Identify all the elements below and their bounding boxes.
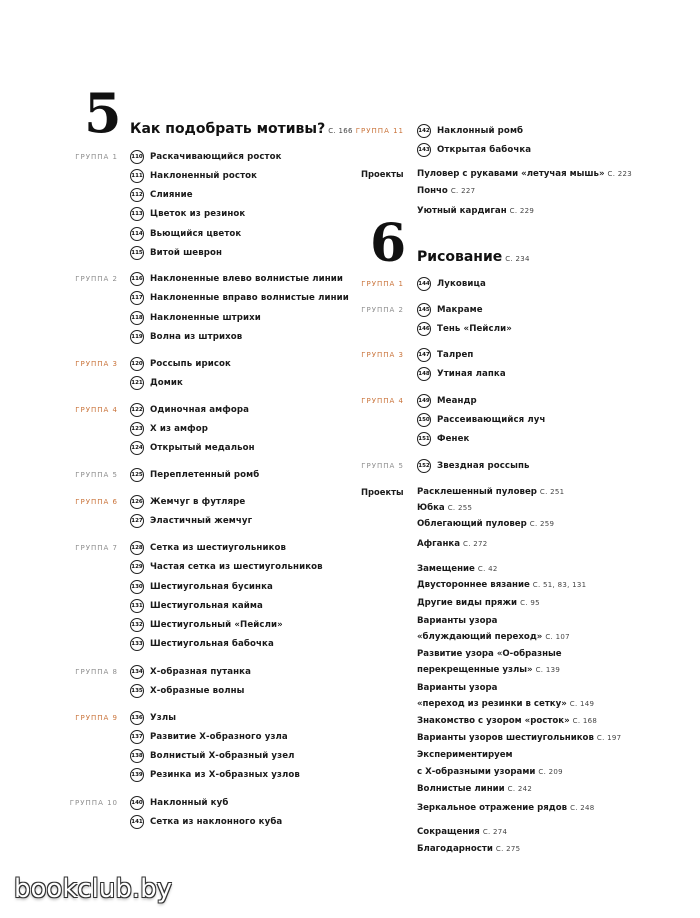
pattern-number: 147 — [417, 348, 431, 362]
appendix-entry — [417, 827, 507, 837]
list-item — [417, 302, 483, 318]
pattern-name: Наклоненный росток — [150, 171, 258, 181]
appendix-text: Варианты узора — [417, 683, 498, 693]
group-label: ГРУППА 7 — [75, 544, 118, 552]
list-item — [130, 814, 282, 830]
appendix-page: С. 209 — [538, 768, 563, 776]
pattern-number: 120 — [130, 357, 144, 371]
pattern-number: 126 — [130, 495, 144, 509]
pattern-number: 150 — [417, 413, 431, 427]
pattern-name: Макраме — [437, 305, 483, 315]
appendix-text: Знакомство с узором «росток» — [417, 716, 570, 726]
project-entry — [417, 487, 564, 497]
list-item — [417, 393, 477, 409]
group-label: ГРУППА 3 — [361, 351, 404, 359]
appendix-page: С. 274 — [482, 828, 508, 836]
appendix-entry — [417, 632, 570, 642]
project-page: С. 255 — [447, 504, 473, 512]
watermark-logo: bookclub.by — [14, 874, 173, 904]
pattern-number: 139 — [130, 768, 144, 782]
chapter-6-title-text: Рисование — [417, 249, 503, 265]
appendix-text: Варианты узоров шестиугольников — [417, 733, 594, 743]
list-item — [130, 683, 245, 699]
pattern-number: 123 — [130, 422, 144, 436]
list-item — [130, 559, 323, 575]
project-entry — [417, 186, 475, 196]
pattern-number: 112 — [130, 188, 144, 202]
appendix-page: С. 275 — [495, 845, 521, 853]
chapter-6-number: 6 — [370, 213, 407, 274]
appendix-text: Двустороннее вязание — [417, 580, 530, 590]
project-name: Пончо — [417, 186, 448, 196]
pattern-name: Шестиугольная кайма — [150, 601, 263, 611]
list-item — [130, 540, 286, 556]
pattern-name: Развитие Х-образного узла — [150, 732, 288, 742]
list-item — [130, 226, 241, 242]
pattern-name: Х из амфор — [150, 424, 209, 434]
pattern-name: Вьющийся цветок — [150, 229, 242, 239]
project-name: Юбка — [417, 503, 445, 513]
pattern-number: 116 — [130, 272, 144, 286]
project-page: С. 251 — [539, 488, 565, 496]
list-item — [130, 402, 249, 418]
pattern-name: Х-образная путанка — [150, 667, 251, 677]
appendix-entry-line — [417, 649, 562, 659]
pattern-number: 110 — [130, 150, 144, 164]
group-label: ГРУППА 5 — [361, 462, 404, 470]
pattern-number: 142 — [417, 124, 431, 138]
chapter-5-title — [130, 121, 353, 137]
list-item — [417, 321, 512, 337]
appendix-entry — [417, 716, 597, 726]
pattern-number: 141 — [130, 815, 144, 829]
list-item — [417, 412, 545, 428]
pattern-number: 134 — [130, 665, 144, 679]
appendix-text: Замещение — [417, 564, 475, 574]
appendix-text: Экспериментируем — [417, 750, 513, 760]
group-label: ГРУППА 6 — [75, 498, 118, 506]
appendix-text: Волнистые линии — [417, 784, 505, 794]
pattern-number: 130 — [130, 580, 144, 594]
list-item — [130, 310, 261, 326]
list-item — [130, 375, 183, 391]
pattern-number: 135 — [130, 684, 144, 698]
appendix-page: С. 149 — [569, 700, 595, 708]
appendix-page: С. 42 — [477, 565, 498, 573]
appendix-page: С. 95 — [520, 599, 540, 607]
pattern-name: Наклоненные влево волнистые линии — [150, 274, 344, 284]
pattern-name: Фенек — [437, 434, 470, 444]
list-item — [417, 347, 473, 363]
project-page: С. 227 — [450, 187, 476, 195]
project-page: С. 223 — [607, 170, 633, 178]
appendix-text: Другие виды пряжи — [417, 598, 518, 608]
pattern-name: Рассеивающийся луч — [437, 415, 546, 425]
appendix-page: С. 51, 83, 131 — [532, 581, 587, 589]
pattern-number: 149 — [417, 394, 431, 408]
pattern-number: 144 — [417, 277, 431, 291]
pattern-number: 115 — [130, 246, 144, 260]
list-item — [130, 149, 282, 165]
pattern-name: Частая сетка из шестиугольников — [150, 562, 323, 572]
appendix-entry — [417, 564, 498, 574]
project-entry — [417, 519, 554, 529]
group-label: ГРУППА 4 — [361, 397, 404, 405]
pattern-name: Шестиугольный «Пейсли» — [150, 620, 283, 630]
appendix-entry — [417, 598, 540, 608]
appendix-entry — [417, 803, 595, 813]
list-item — [417, 276, 486, 292]
pattern-name: Открытый медальон — [150, 443, 255, 453]
pattern-number: 145 — [417, 303, 431, 317]
list-item — [130, 598, 263, 614]
pattern-number: 125 — [130, 468, 144, 482]
project-name: Расклешенный пуловер — [417, 487, 537, 497]
pattern-name: Домик — [150, 378, 183, 388]
list-item — [130, 636, 274, 652]
pattern-name: Сетка из наклонного куба — [150, 817, 283, 827]
appendix-entry-line — [417, 750, 513, 760]
chapter-6-title — [417, 249, 530, 265]
appendix-entry — [417, 767, 563, 777]
pattern-name: Талреп — [437, 350, 474, 360]
appendix-page: С. 168 — [572, 717, 598, 725]
pattern-name: Наклонный куб — [150, 798, 229, 808]
pattern-name: Переплетенный ромб — [150, 470, 260, 480]
list-item — [130, 271, 343, 287]
pattern-number: 137 — [130, 730, 144, 744]
pattern-name: Волнистый Х-образный узел — [150, 751, 295, 761]
pattern-number: 118 — [130, 311, 144, 325]
group-label: ГРУППА 2 — [75, 275, 118, 283]
pattern-number: 136 — [130, 711, 144, 725]
appendix-entry-line — [417, 683, 497, 693]
pattern-name: Х-образные волны — [150, 686, 245, 696]
pattern-name: Одиночная амфора — [150, 405, 250, 415]
pattern-name: Звездная россыпь — [437, 461, 530, 471]
pattern-name: Резинка из Х-образных узлов — [150, 770, 300, 780]
pattern-name: Витой шеврон — [150, 248, 223, 258]
appendix-entry — [417, 844, 520, 854]
appendix-page: С. 248 — [570, 804, 595, 812]
appendix-text: Сокращения — [417, 827, 480, 837]
appendix-entry — [417, 580, 586, 590]
appendix-page: С. 242 — [507, 785, 533, 793]
project-name: Афганка — [417, 539, 461, 549]
pattern-number: 128 — [130, 541, 144, 555]
pattern-name: Цветок из резинок — [150, 209, 246, 219]
project-name: Облегающий пуловер — [417, 519, 527, 529]
list-item — [130, 617, 283, 633]
project-name: Уютный кардиган — [417, 206, 507, 216]
pattern-name: Раскачивающийся росток — [150, 152, 282, 162]
pattern-name: Шестиугольная бусинка — [150, 582, 273, 592]
list-item — [417, 458, 530, 474]
pattern-name: Наклонный ромб — [437, 126, 524, 136]
pattern-name: Эластичный жемчуг — [150, 516, 253, 526]
group-label: ГРУППА 2 — [361, 306, 404, 314]
pattern-name: Шестиугольная бабочка — [150, 639, 274, 649]
pattern-name: Наклоненные штрихи — [150, 313, 261, 323]
pattern-number: 129 — [130, 560, 144, 574]
list-item — [417, 431, 469, 447]
pattern-name: Слияние — [150, 190, 193, 200]
pattern-number: 138 — [130, 749, 144, 763]
group-label: ГРУППА 9 — [75, 714, 118, 722]
list-item — [130, 421, 208, 437]
list-item — [130, 187, 193, 203]
appendix-text: «переход из резинки в сетку» — [417, 699, 567, 709]
list-item — [130, 748, 295, 764]
projects-label: Проекты — [361, 487, 404, 497]
pattern-number: 133 — [130, 637, 144, 651]
group-label: ГРУППА 4 — [75, 406, 118, 414]
pattern-name: Волна из штрихов — [150, 332, 243, 342]
pattern-name: Наклоненные вправо волнистые линии — [150, 293, 349, 303]
list-item — [417, 142, 531, 158]
pattern-number: 131 — [130, 599, 144, 613]
group-label: ГРУППА 1 — [361, 280, 404, 288]
pattern-number: 114 — [130, 227, 144, 241]
pattern-number: 146 — [417, 322, 431, 336]
list-item — [130, 245, 222, 261]
pattern-number: 152 — [417, 459, 431, 473]
project-entry — [417, 539, 488, 549]
pattern-name: Жемчуг в футляре — [150, 497, 246, 507]
appendix-text: Развитие узора «О-образные — [417, 649, 562, 659]
appendix-page: С. 139 — [535, 666, 561, 674]
chapter-5-title-text: Как подобрать мотивы? — [130, 121, 326, 137]
pattern-number: 117 — [130, 291, 144, 305]
project-page: С. 272 — [463, 540, 488, 548]
appendix-page: С. 107 — [545, 633, 570, 641]
projects-label: Проекты — [361, 169, 404, 179]
list-item — [130, 767, 300, 783]
list-item — [130, 729, 288, 745]
appendix-entry — [417, 733, 621, 743]
pattern-name: Тень «Пейсли» — [437, 324, 512, 334]
chapter-5-page: С. 166 — [328, 127, 353, 135]
project-page: С. 259 — [529, 520, 555, 528]
list-item — [130, 710, 176, 726]
pattern-number: 151 — [417, 432, 431, 446]
pattern-name: Открытая бабочка — [437, 145, 532, 155]
pattern-name: Сетка из шестиугольников — [150, 543, 287, 553]
pattern-name: Узлы — [150, 713, 177, 723]
group-label: ГРУППА 11 — [355, 127, 404, 135]
list-item — [130, 513, 252, 529]
appendix-text: перекрещенные узлы» — [417, 665, 533, 675]
list-item — [130, 795, 228, 811]
list-item — [130, 290, 349, 306]
chapter-6-page: С. 234 — [505, 255, 530, 263]
pattern-number: 119 — [130, 330, 144, 344]
list-item — [417, 123, 523, 139]
appendix-page: С. 197 — [596, 734, 622, 742]
list-item — [130, 579, 273, 595]
appendix-text: Зеркальное отражение рядов — [417, 803, 568, 813]
pattern-number: 132 — [130, 618, 144, 632]
list-item — [130, 467, 259, 483]
appendix-entry-line — [417, 616, 497, 626]
appendix-entry — [417, 699, 594, 709]
project-entry — [417, 169, 632, 179]
list-item — [417, 366, 506, 382]
appendix-text: Благодарности — [417, 844, 493, 854]
pattern-number: 140 — [130, 796, 144, 810]
group-label: ГРУППА 10 — [69, 799, 118, 807]
pattern-number: 113 — [130, 207, 144, 221]
group-label: ГРУППА 8 — [75, 668, 118, 676]
chapter-5-number: 5 — [84, 81, 122, 145]
pattern-name: Луковица — [437, 279, 486, 289]
appendix-entry — [417, 665, 560, 675]
appendix-entry — [417, 784, 532, 794]
project-page: С. 229 — [509, 207, 535, 215]
appendix-text: Варианты узора — [417, 616, 498, 626]
pattern-number: 122 — [130, 403, 144, 417]
pattern-number: 127 — [130, 514, 144, 528]
project-name: Пуловер с рукавами «летучая мышь» — [417, 169, 605, 179]
group-label: ГРУППА 5 — [75, 471, 118, 479]
list-item — [130, 664, 251, 680]
group-label: ГРУППА 3 — [75, 360, 118, 368]
appendix-text: с Х-образными узорами — [417, 767, 536, 777]
project-entry — [417, 206, 534, 216]
pattern-name: Россыпь ирисок — [150, 359, 231, 369]
list-item — [130, 440, 255, 456]
project-entry — [417, 503, 472, 513]
pattern-name: Утиная лапка — [437, 369, 506, 379]
pattern-number: 121 — [130, 376, 144, 390]
pattern-number: 148 — [417, 367, 431, 381]
pattern-number: 143 — [417, 143, 431, 157]
list-item — [130, 356, 231, 372]
group-label: ГРУППА 1 — [75, 153, 118, 161]
pattern-number: 111 — [130, 169, 144, 183]
list-item — [130, 494, 245, 510]
list-item — [130, 329, 242, 345]
list-item — [130, 168, 257, 184]
list-item — [130, 206, 245, 222]
pattern-number: 124 — [130, 441, 144, 455]
appendix-text: «блуждающий переход» — [417, 632, 543, 642]
pattern-name: Меандр — [437, 396, 477, 406]
